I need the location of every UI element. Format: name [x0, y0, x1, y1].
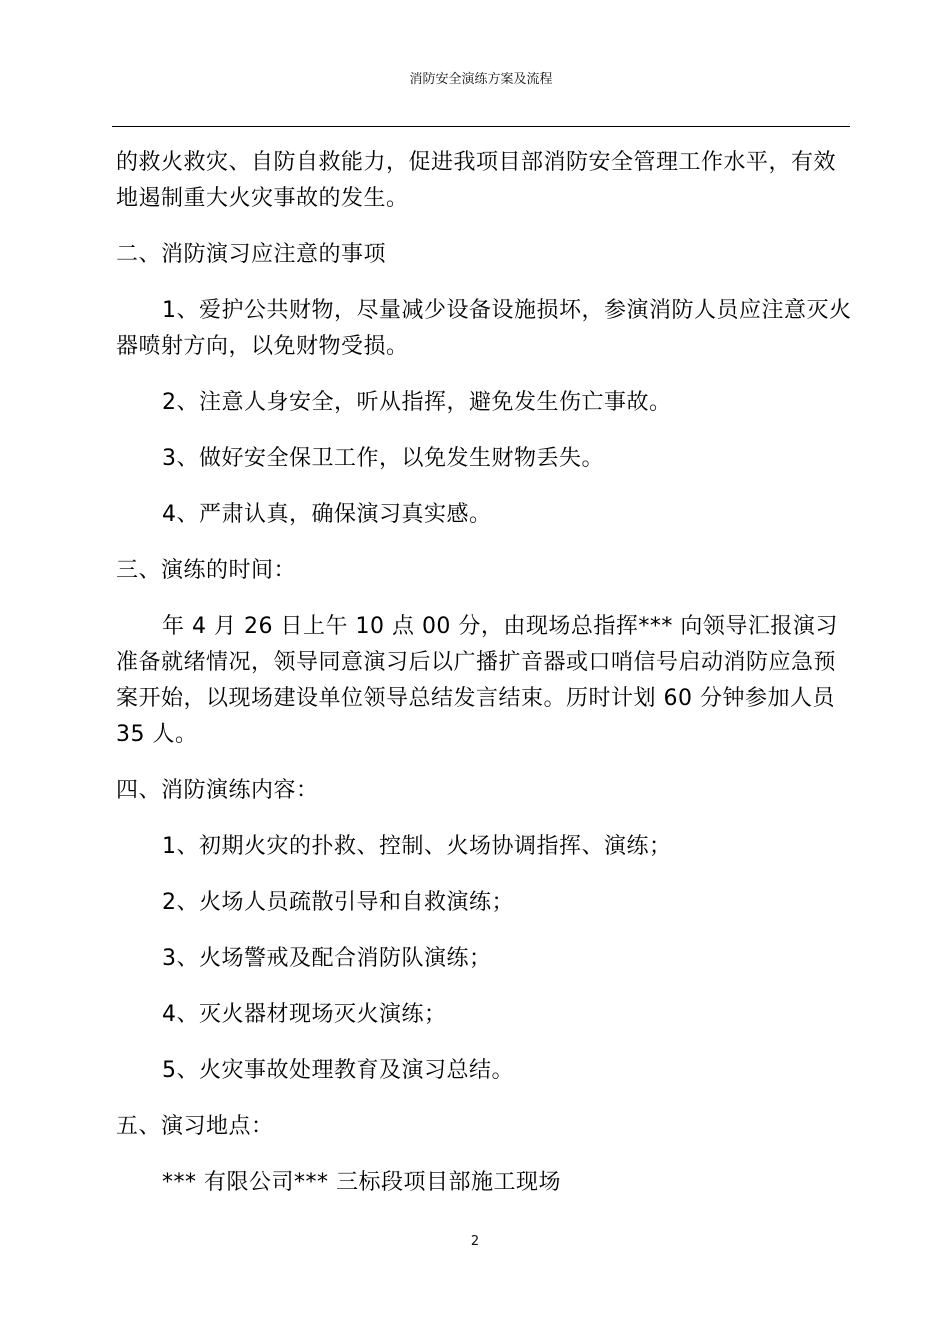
header-divider: [112, 126, 850, 127]
section-3-paragraph: 年 4 月 26 日上午 10 点 00 分，由现场总指挥*** 向领导汇报演习准备就绪情况，领导同意演习后以广播扩音器或口哨信号启动消防应急预案开始，以现场建设单位领导总结发言结束。历时计划 60 分钟参加人员 35 人。: [116, 614, 838, 747]
section-2-heading: 二、消防演习应注意的事项: [116, 242, 387, 267]
section-2-item-2: 2、注意人身安全，听从指挥，避免发生伤亡事故。: [162, 390, 672, 415]
section-2-item-4: 4、严肃认真，确保演习真实感。: [162, 502, 492, 527]
page-number: 2: [470, 1234, 480, 1249]
section-4-item-4: 4、灭火器材现场灭火演练；: [162, 1002, 447, 1027]
section-4-item-3: 3、火场警戒及配合消防队演练；: [162, 946, 492, 971]
document-body: [116, 145, 852, 1201]
page-header-title: 消防安全演练方案及流程: [409, 72, 553, 87]
section-4-item-1: 1、初期火灾的扑救、控制、火场协调指挥、演练；: [162, 834, 672, 859]
section-4-item-5: 5、火灾事故处理教育及演习总结。: [162, 1058, 514, 1083]
section-3-heading: 三、演练的时间：: [116, 558, 297, 583]
section-5-heading: 五、演习地点：: [116, 1114, 274, 1139]
intro-paragraph: 的救火救灾、自防自救能力，促进我项目部消防安全管理工作水平，有效地遏制重大火灾事故的发生。: [116, 150, 837, 211]
section-2-item-3: 3、做好安全保卫工作，以免发生财物丢失。: [162, 446, 604, 471]
section-4-heading: 四、消防演练内容：: [116, 778, 319, 803]
section-2-item-1: 1、爱护公共财物，尽量减少设备设施损坏，参演消防人员应注意灭火器喷射方向，以免财物受损。: [116, 298, 852, 359]
section-5-paragraph: *** 有限公司*** 三标段项目部施工现场: [162, 1170, 561, 1195]
section-4-item-2: 2、火场人员疏散引导和自救演练；: [162, 890, 514, 915]
